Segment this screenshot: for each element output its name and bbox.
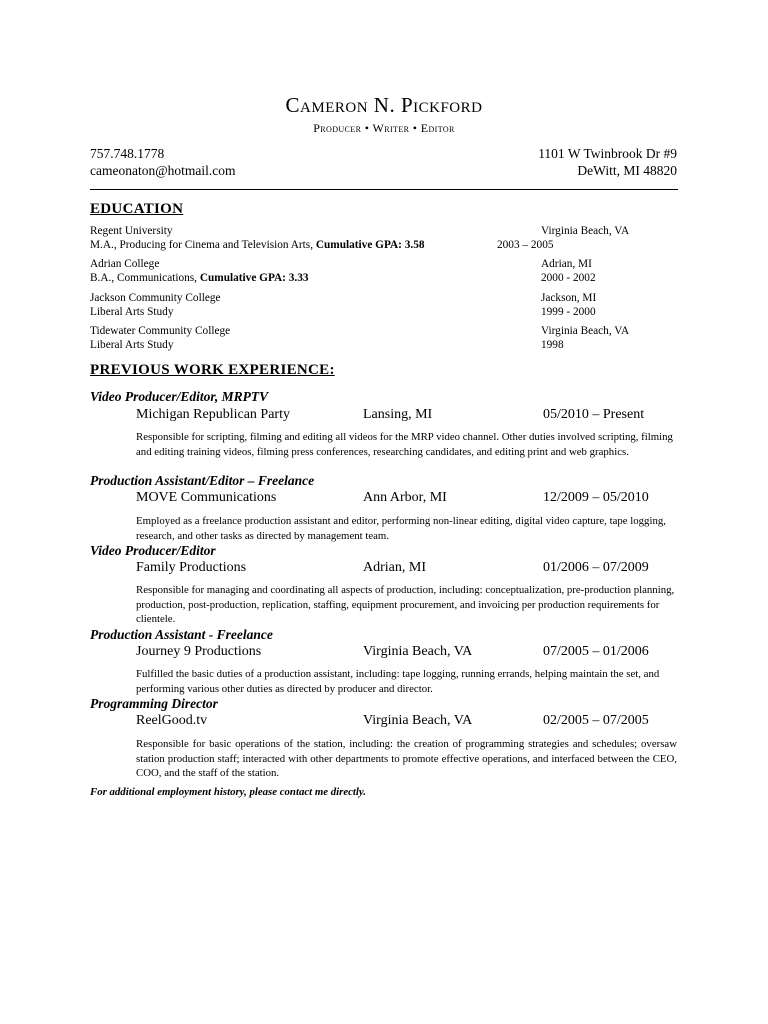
job-location: Virginia Beach, VA bbox=[363, 713, 473, 728]
job-title: Video Producer/Editor, MRPTV bbox=[90, 389, 269, 404]
job-dates: 05/2010 – Present bbox=[543, 407, 645, 422]
job-title: Production Assistant - Freelance bbox=[90, 627, 273, 642]
job-title: Production Assistant/Editor – Freelance bbox=[90, 473, 315, 488]
resume-name: Cameron N. Pickford bbox=[285, 93, 483, 117]
education-heading: EDUCATION bbox=[90, 201, 184, 217]
job-description: Responsible for managing and coordinating all aspects of production, including: conceptualization, pre-production planning, production, post-production, replication, staffing, equipment procurement, and invoicing per production requirements for clientele. bbox=[136, 584, 675, 625]
education-dates: 1998 bbox=[541, 339, 564, 351]
job-employer: MOVE Communications bbox=[136, 490, 277, 505]
job-employer: Journey 9 Productions bbox=[136, 644, 262, 659]
job-dates: 01/2006 – 07/2009 bbox=[543, 560, 649, 575]
job-description: Responsible for basic operations of the station, including: the creation of programming strategies and schedules; oversaw station production staff; interacted with other departments to promote effective operations, and interfaced between the CEO, COO, and the staff of the station. bbox=[136, 738, 677, 779]
job-dates: 07/2005 – 01/2006 bbox=[543, 644, 649, 659]
education-location: Jackson, MI bbox=[541, 292, 597, 304]
job-dates: 12/2009 – 05/2010 bbox=[543, 490, 649, 505]
education-dates: 2003 – 2005 bbox=[497, 239, 554, 251]
address-line-2: DeWitt, MI 48820 bbox=[577, 163, 677, 178]
education-school: Jackson Community College bbox=[90, 292, 221, 304]
job-location: Ann Arbor, MI bbox=[363, 490, 447, 505]
education-gpa: Cumulative GPA: 3.33 bbox=[199, 272, 309, 284]
education-school: Regent University bbox=[90, 225, 173, 237]
address-line-1: 1101 W Twinbrook Dr #9 bbox=[538, 146, 677, 161]
job-description: Employed as a freelance production assistant and editor, performing non-linear editing, digital video capture, tape logging, research, and other tasks as directed by management team. bbox=[136, 515, 666, 542]
job-title: Programming Director bbox=[90, 696, 218, 711]
education-location: Adrian, MI bbox=[541, 258, 592, 270]
education-gpa: Cumulative GPA: 3.58 bbox=[315, 239, 425, 251]
job-description: Fulfilled the basic duties of a production assistant, including: tape logging, running errands, helping maintain the set, and performing various other duties as directed by producer and director. bbox=[136, 668, 660, 695]
job-dates: 02/2005 – 07/2005 bbox=[543, 713, 649, 728]
job-title: Video Producer/Editor bbox=[90, 543, 216, 558]
education-dates: 1999 - 2000 bbox=[541, 306, 596, 318]
job-employer: ReelGood.tv bbox=[136, 713, 208, 728]
header-divider bbox=[90, 189, 678, 190]
education-degree: B.A., Communications, Cumulative GPA: 3.33 bbox=[90, 272, 309, 284]
email-address: cameonaton@hotmail.com bbox=[90, 163, 236, 178]
job-description: Responsible for scripting, filming and editing all videos for the MRP video channel. Other duties involved scripting, filming and editing training videos, filming press conferences, researching candidates, and editing print and web graphics. bbox=[136, 431, 673, 458]
education-degree: Liberal Arts Study bbox=[90, 339, 174, 351]
education-school: Adrian College bbox=[90, 258, 160, 270]
additional-history-note: For additional employment history, please contact me directly. bbox=[90, 786, 366, 798]
job-employer: Michigan Republican Party bbox=[136, 407, 290, 422]
phone-number: 757.748.1778 bbox=[90, 146, 165, 161]
education-school: Tidewater Community College bbox=[90, 325, 231, 337]
education-dates: 2000 - 2002 bbox=[541, 272, 596, 284]
education-degree: Liberal Arts Study bbox=[90, 306, 174, 318]
job-location: Virginia Beach, VA bbox=[363, 644, 473, 659]
education-location: Virginia Beach, VA bbox=[541, 325, 630, 337]
job-location: Adrian, MI bbox=[363, 560, 426, 575]
experience-heading: PREVIOUS WORK EXPERIENCE: bbox=[90, 362, 335, 378]
resume-tagline: Producer • Writer • Editor bbox=[313, 121, 455, 135]
job-location: Lansing, MI bbox=[363, 407, 433, 422]
job-employer: Family Productions bbox=[136, 560, 247, 575]
education-location: Virginia Beach, VA bbox=[541, 225, 630, 237]
education-degree: M.A., Producing for Cinema and Television Arts, Cumulative GPA: 3.58 bbox=[90, 239, 425, 251]
